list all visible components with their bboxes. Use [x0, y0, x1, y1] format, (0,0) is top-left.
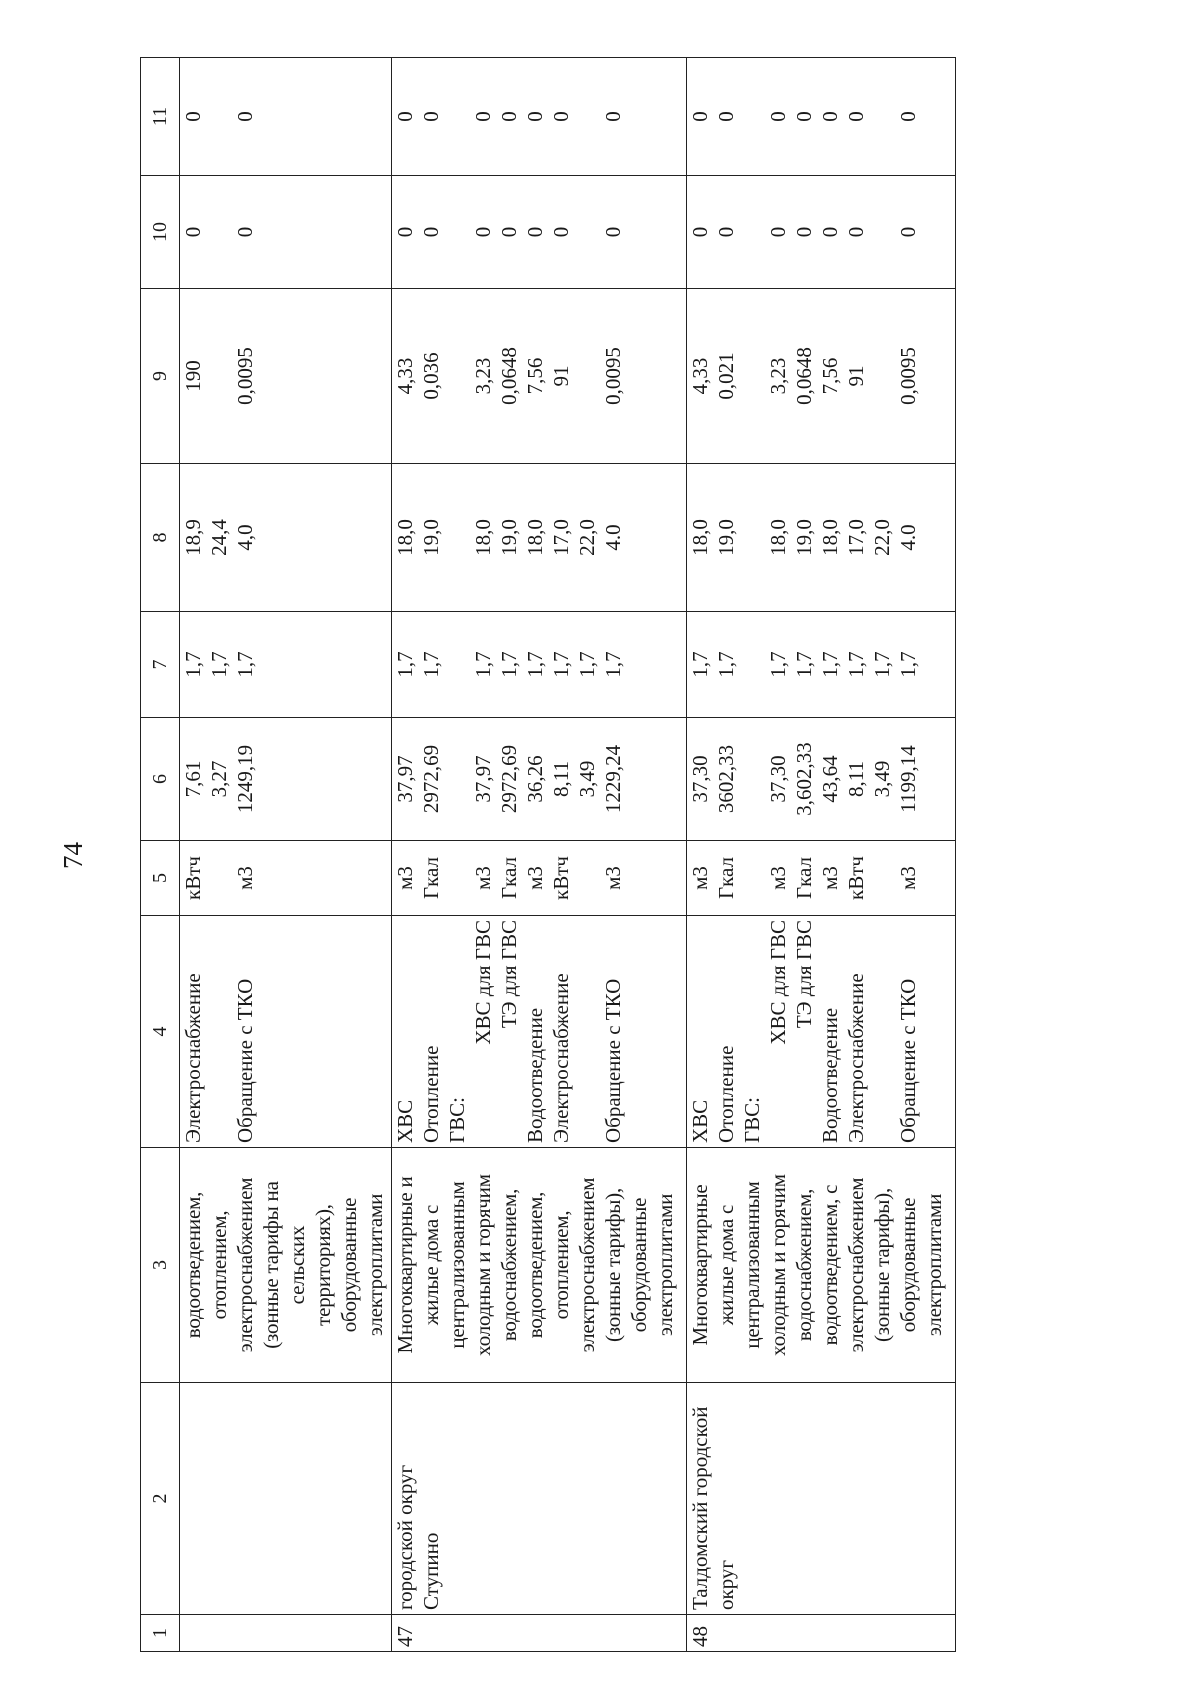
column-9-value: 3,23 [766, 357, 790, 395]
column-8-value: 18,0 [523, 519, 547, 556]
column-8-value: 18,0 [393, 519, 417, 556]
column-11-value [444, 62, 470, 171]
rotated-table-container [140, 58, 1051, 1652]
column-10-value: 0 [714, 226, 738, 238]
column-9-cell [687, 289, 956, 464]
service-name: Водоотведение [523, 1007, 547, 1143]
consumer-category-cell [180, 1148, 392, 1383]
column-6-cell [687, 718, 956, 841]
column-6-value: 1249,19 [233, 744, 257, 814]
column-7-value: 1,7 [471, 651, 495, 678]
column-6-value: 37,30 [688, 755, 712, 803]
column-8-value: 18,9 [181, 519, 205, 556]
column-7-value: 1,7 [393, 651, 417, 678]
category-line: жилые дома с [714, 1204, 738, 1326]
column-7-value: 1,7 [575, 651, 599, 678]
category-line: (зонные тарифы), [870, 1187, 894, 1343]
category-line: водоотведением, с [818, 1184, 842, 1346]
unit-value: м3 [601, 866, 625, 890]
column-7-value: 1,7 [818, 651, 842, 678]
column-number: 11 [141, 58, 180, 176]
category-line: Многоквартирные [688, 1184, 712, 1346]
column-8-value: 19,0 [419, 519, 443, 556]
column-8-value: 22,0 [575, 519, 599, 556]
category-line: Многоквартирные и [393, 1176, 417, 1354]
column-10-value: 0 [896, 226, 920, 238]
category-line: холодным и горячим [471, 1174, 495, 1356]
column-8-value: 19,0 [497, 519, 521, 556]
column-8-cell [392, 464, 687, 612]
municipality-name: городской округ Ступино [393, 1464, 443, 1610]
column-8-value: 19,0 [792, 519, 816, 556]
column-10-value: 0 [523, 226, 547, 238]
column-9-value: 4,33 [688, 357, 712, 395]
category-line: централизованным [445, 1181, 469, 1349]
service-name: Обращение с ТКО [233, 978, 257, 1143]
column-6-value: 36,26 [523, 755, 547, 803]
column-7-cell [392, 612, 687, 718]
category-line: сельских [285, 1225, 309, 1305]
column-number: 3 [141, 1148, 180, 1383]
column-10-value: 0 [766, 226, 790, 238]
column-7-value [444, 616, 470, 713]
column-11-value: 0 [896, 111, 920, 122]
unit-value: м3 [766, 866, 790, 890]
service-name: ГВС: [740, 1097, 764, 1143]
category-line: электроснабжением [233, 1177, 257, 1353]
column-8-value: 17,0 [844, 519, 868, 556]
column-number-row [141, 58, 180, 1652]
municipality-name: Талдомский городской округ [688, 1406, 738, 1610]
column-6-value: 37,30 [766, 755, 790, 803]
column-6-value [739, 722, 765, 836]
service-name: Обращение с ТКО [896, 978, 920, 1143]
column-6-value [444, 722, 470, 836]
column-6-value: 8,11 [549, 761, 573, 797]
column-10-value: 0 [419, 226, 443, 238]
unit-value: м3 [688, 866, 712, 890]
category-line: оборудованные [337, 1197, 361, 1333]
column-11-value: 0 [471, 111, 495, 122]
unit-value: м3 [471, 866, 495, 890]
category-line: водоотведением, [523, 1191, 547, 1339]
column-11-value [206, 62, 232, 171]
column-11-value [869, 62, 895, 171]
column-8-value: 17,0 [549, 519, 573, 556]
column-8-value: 4,0 [233, 524, 257, 551]
column-10-value: 0 [181, 226, 205, 238]
column-9-value [444, 293, 470, 459]
column-8-value: 4.0 [601, 524, 625, 551]
column-9-value: 91 [844, 365, 868, 387]
column-10-value: 0 [601, 226, 625, 238]
column-6-value: 3,602,33 [792, 742, 816, 816]
column-6-value: 37,97 [393, 755, 417, 803]
column-9-value: 0,0648 [792, 347, 816, 405]
consumer-category-cell [687, 1148, 956, 1383]
category-line: электроплитами [363, 1193, 387, 1337]
column-11-value: 0 [393, 111, 417, 122]
row-number-cell [687, 1615, 956, 1652]
category-line: жилые дома с [419, 1204, 443, 1326]
table-row [180, 58, 392, 1652]
row-number: 47 [393, 1626, 417, 1647]
column-9-cell [180, 289, 392, 464]
column-11-value: 0 [818, 111, 842, 122]
service-name: ХВС [688, 1099, 712, 1143]
column-7-value: 1,7 [419, 651, 443, 678]
column-10-value: 0 [818, 226, 842, 238]
column-6-value: 3,49 [575, 760, 599, 798]
unit-value: Гкал [419, 857, 443, 900]
column-9-value [206, 293, 232, 459]
column-7-value: 1,7 [233, 651, 257, 678]
column-number: 4 [141, 916, 180, 1148]
category-line: водоотведением, [181, 1191, 205, 1339]
column-8-value: 22,0 [870, 519, 894, 556]
unit-value [444, 845, 470, 911]
category-line: территориях), [311, 1204, 335, 1326]
column-9-value: 0,036 [419, 352, 443, 400]
column-11-value: 0 [601, 111, 625, 122]
unit-value: м3 [896, 866, 920, 890]
category-line: электроснабжением [575, 1177, 599, 1353]
row-number-cell [180, 1615, 392, 1652]
service-name [206, 920, 232, 1143]
column-8-value: 24,4 [207, 519, 231, 556]
service-name [869, 920, 895, 1143]
column-11-value: 0 [523, 111, 547, 122]
service-name: ХВС для ГВС [471, 920, 495, 1045]
column-11-value [574, 62, 600, 171]
row-number-cell [392, 1615, 687, 1652]
column-9-value: 0,021 [714, 352, 738, 400]
service-name: ГВС: [445, 1097, 469, 1143]
page-number: 74 [58, 842, 88, 869]
service-name: Электроснабжение [844, 973, 868, 1143]
column-number: 7 [141, 612, 180, 718]
column-6-value: 37,97 [471, 755, 495, 803]
column-11-value: 0 [549, 111, 573, 122]
category-line: оборудованные [627, 1197, 651, 1333]
column-number: 1 [141, 1615, 180, 1652]
category-line: централизованным [740, 1181, 764, 1349]
category-line: оборудованные [896, 1197, 920, 1333]
service-cell [392, 916, 687, 1148]
column-8-value: 18,0 [818, 519, 842, 556]
column-6-value: 3,27 [207, 760, 231, 798]
service-name: Электроснабжение [549, 973, 573, 1143]
column-10-value: 0 [233, 226, 257, 238]
column-10-value: 0 [688, 226, 712, 238]
column-9-value: 0,0095 [896, 347, 920, 405]
service-cell [180, 916, 392, 1148]
column-7-value: 1,7 [792, 651, 816, 678]
column-6-value: 3,49 [870, 760, 894, 798]
column-11-value: 0 [497, 111, 521, 122]
column-10-value [739, 180, 765, 284]
category-line: отоплением, [207, 1210, 231, 1320]
column-6-value: 43,64 [818, 755, 842, 803]
column-7-value: 1,7 [766, 651, 790, 678]
table-row [687, 58, 956, 1652]
column-6-value: 7,61 [181, 760, 205, 798]
unit-cell [392, 841, 687, 916]
column-9-value: 0,0648 [497, 347, 521, 405]
column-8-value: 19,0 [714, 519, 738, 556]
unit-value: м3 [233, 866, 257, 890]
column-11-value: 0 [792, 111, 816, 122]
column-11-cell [180, 58, 392, 176]
column-9-value: 0,0095 [233, 347, 257, 405]
service-cell [687, 916, 956, 1148]
unit-value: кВтч [549, 856, 573, 900]
unit-value: Гкал [714, 857, 738, 900]
service-name: ХВС [393, 1099, 417, 1143]
column-11-value: 0 [844, 111, 868, 122]
column-7-value: 1,7 [181, 651, 205, 678]
column-10-value [869, 180, 895, 284]
column-7-value: 1,7 [688, 651, 712, 678]
column-6-value: 1229,24 [601, 744, 625, 814]
service-name: Отопление [714, 1045, 738, 1143]
column-10-value: 0 [497, 226, 521, 238]
column-6-value: 8,11 [844, 761, 868, 797]
category-line: (зонные тарифы), [601, 1187, 625, 1343]
column-10-value [444, 180, 470, 284]
column-8-cell [180, 464, 392, 612]
column-11-cell [392, 58, 687, 176]
column-7-cell [180, 612, 392, 718]
column-10-value [574, 180, 600, 284]
municipality-cell [180, 1383, 392, 1615]
category-line: электроплитами [653, 1193, 677, 1337]
column-8-value [739, 468, 765, 607]
column-number: 10 [141, 176, 180, 289]
service-name [574, 920, 600, 1143]
column-8-value: 18,0 [688, 519, 712, 556]
service-name: Обращение с ТКО [601, 978, 625, 1143]
unit-cell [687, 841, 956, 916]
column-11-value: 0 [233, 111, 257, 122]
table-row [392, 58, 687, 1652]
category-line: отоплением, [549, 1210, 573, 1320]
column-11-value: 0 [766, 111, 790, 122]
column-number: 6 [141, 718, 180, 841]
column-9-value: 7,56 [818, 357, 842, 395]
unit-value: Гкал [792, 857, 816, 900]
category-line: холодным и горячим [766, 1174, 790, 1356]
column-number: 2 [141, 1383, 180, 1615]
column-9-value: 91 [549, 365, 573, 387]
column-8-value: 18,0 [471, 519, 495, 556]
category-line: электроплитами [922, 1193, 946, 1337]
column-11-value: 0 [181, 111, 205, 122]
unit-value: Гкал [497, 857, 521, 900]
column-7-value: 1,7 [207, 651, 231, 678]
column-9-value [869, 293, 895, 459]
column-9-cell [392, 289, 687, 464]
service-name: ХВС для ГВС [766, 920, 790, 1045]
column-11-value: 0 [419, 111, 443, 122]
column-6-cell [392, 718, 687, 841]
column-6-value: 1199,14 [896, 745, 920, 813]
column-7-value: 1,7 [523, 651, 547, 678]
column-7-value: 1,7 [601, 651, 625, 678]
category-line: водоснабжением, [792, 1188, 816, 1342]
column-9-value: 0,0095 [601, 347, 625, 405]
category-line: (зонные тарифы на [259, 1181, 283, 1349]
municipality-cell [392, 1383, 687, 1615]
column-6-value: 3602,33 [714, 744, 738, 814]
municipality-cell [687, 1383, 956, 1615]
service-name: ТЭ для ГВС [792, 920, 816, 1029]
unit-value: м3 [523, 866, 547, 890]
service-name: Отопление [419, 1045, 443, 1143]
category-line: электроснабжением [844, 1177, 868, 1353]
unit-value [574, 845, 600, 911]
column-8-cell [687, 464, 956, 612]
column-7-value: 1,7 [497, 651, 521, 678]
unit-value [739, 845, 765, 911]
column-10-value: 0 [471, 226, 495, 238]
column-10-value: 0 [844, 226, 868, 238]
column-10-cell [687, 176, 956, 289]
column-7-value: 1,7 [714, 651, 738, 678]
column-7-cell [687, 612, 956, 718]
column-number: 5 [141, 841, 180, 916]
column-6-value: 2972,69 [497, 744, 521, 814]
unit-value [869, 845, 895, 911]
column-9-value: 190 [181, 360, 205, 392]
column-6-cell [180, 718, 392, 841]
column-8-value [444, 468, 470, 607]
column-10-value: 0 [549, 226, 573, 238]
unit-value [206, 845, 232, 911]
column-9-value: 3,23 [471, 357, 495, 395]
unit-value: м3 [393, 866, 417, 890]
column-10-value: 0 [792, 226, 816, 238]
category-line: водоснабжением, [497, 1188, 521, 1342]
column-11-value: 0 [714, 111, 738, 122]
unit-value: м3 [818, 866, 842, 890]
column-7-value: 1,7 [870, 651, 894, 678]
column-9-value: 4,33 [393, 357, 417, 395]
column-7-value: 1,7 [844, 651, 868, 678]
unit-cell [180, 841, 392, 916]
unit-value: кВтч [844, 856, 868, 900]
column-11-value: 0 [688, 111, 712, 122]
column-number: 9 [141, 289, 180, 464]
column-11-cell [687, 58, 956, 176]
column-10-value [206, 180, 232, 284]
column-9-value: 7,56 [523, 357, 547, 395]
column-10-value: 0 [393, 226, 417, 238]
column-10-cell [180, 176, 392, 289]
service-name: Водоотведение [818, 1007, 842, 1143]
column-11-value [739, 62, 765, 171]
column-7-value: 1,7 [549, 651, 573, 678]
service-name: ТЭ для ГВС [497, 920, 521, 1029]
column-7-value: 1,7 [896, 651, 920, 678]
column-8-value: 4.0 [896, 524, 920, 551]
table-frame [140, 58, 1051, 1652]
column-9-value [739, 293, 765, 459]
column-number: 8 [141, 464, 180, 612]
unit-value: кВтч [181, 856, 205, 900]
tariff-table [140, 57, 956, 1652]
row-number: 48 [688, 1626, 712, 1647]
column-10-cell [392, 176, 687, 289]
column-9-value [574, 293, 600, 459]
consumer-category-cell [392, 1148, 687, 1383]
column-6-value: 2972,69 [419, 744, 443, 814]
service-name: Электроснабжение [181, 973, 205, 1143]
column-7-value [739, 616, 765, 713]
column-8-value: 18,0 [766, 519, 790, 556]
